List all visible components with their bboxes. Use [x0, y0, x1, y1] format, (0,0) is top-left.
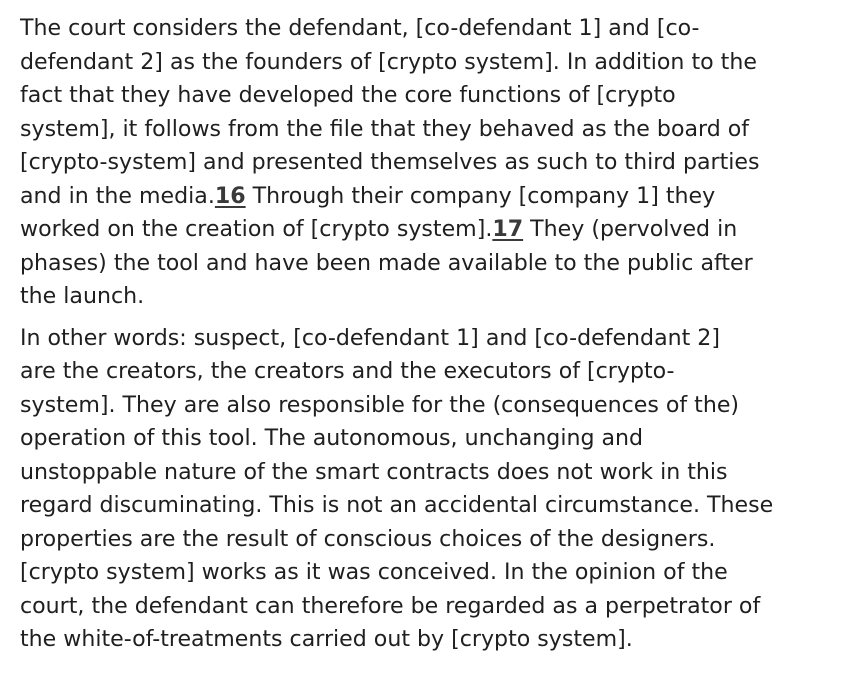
text-line: In other words: suspect, [co-defendant 1] and [co-defendant 2] [20, 324, 720, 351]
text-line [20, 213, 836, 247]
paragraph-creators [20, 322, 836, 657]
text-line: system], it follows from the file that they behaved as the board of [20, 115, 750, 142]
text-line: system]. They are also responsible for the (consequences of the) [20, 391, 740, 418]
text-line: defendant 2] as the founders of [crypto system]. In addition to the [20, 48, 757, 75]
text-line: unstoppable nature of the smart contracts does not work in this [20, 458, 728, 485]
text-line: properties are the result of conscious choices of the designers. [20, 525, 716, 552]
text-line: [crypto system] works as it was conceived. In the opinion of the [20, 559, 728, 585]
text-line: the launch. [20, 283, 145, 309]
text-line: court, the defendant can therefore be regarded as a perpetrator of [20, 592, 761, 619]
footnote-link-17[interactable]: 17 [492, 216, 524, 242]
text-line: regard discuminating. This is not an accidental circumstance. These [20, 492, 774, 518]
text-line: The court considers the defendant, [co-defendant 1] and [co- [20, 15, 700, 41]
text-line: operation of this tool. The autonomous, unchanging and [20, 425, 644, 451]
text-line: fact that they have developed the core functions of [crypto [20, 82, 676, 108]
footnote-link-16[interactable]: 16 [214, 182, 246, 209]
text-line: phases) the tool and have been made available to the public after [20, 249, 753, 276]
text-line: [crypto-system] and presented themselves as such to third parties [20, 149, 760, 175]
text-line [20, 180, 836, 214]
text-line: the white-of-treatments carried out by [crypto system]. [20, 626, 633, 652]
text-line: are the creators, the creators and the executors of [crypto- [20, 358, 675, 384]
text-segment: and in the media. [20, 182, 215, 209]
paragraph-founders [20, 12, 836, 314]
text-segment: worked on the creation of [crypto system]. [20, 216, 493, 242]
text-segment: They (pervolved in [523, 216, 738, 242]
text-segment: Through their company [company 1] they [245, 182, 716, 209]
